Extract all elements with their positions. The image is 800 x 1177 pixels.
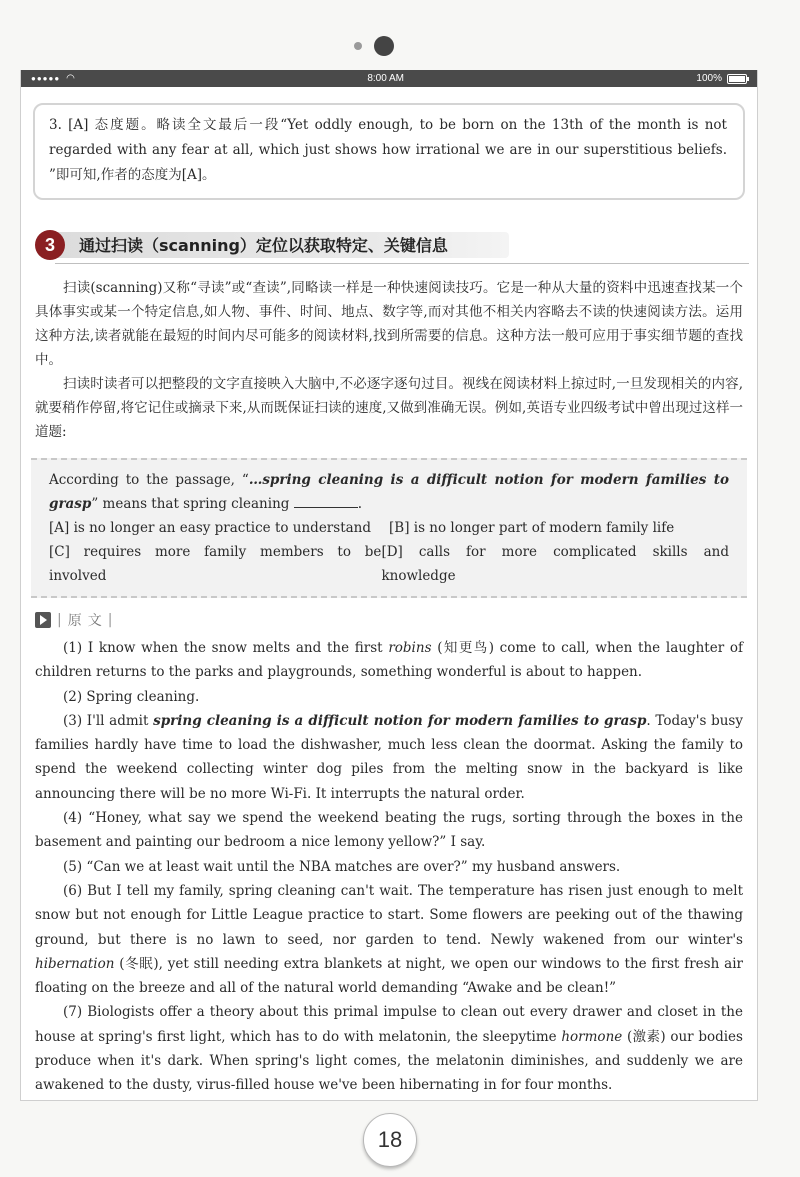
status-bar: [21, 70, 757, 87]
intro-paragraph: 扫读(scanning)又称“寻读”或“查读”,同略读一样是一种快速阅读技巧。它是一种从大量的资料中迅速查找某一个具体事实或某一个特定信息,如人物、事件、时间、地点、数字等,而对其他不相关内容略去不读的快速阅读方法。运用这种方法,读者就能在最短的时间内尽可能多的阅读材料,找到所需要的信息。这种方法一般可应用于事实细节题的查找中。: [35, 280, 743, 368]
section-title: 通过扫读（scanning）定位以获取特定、关键信息: [79, 236, 448, 255]
wifi-icon: ◠: [66, 73, 75, 84]
passage-paragraph: (3) I'll admit spring cleaning is a difficult notion for modern families to grasp. Today's busy families hardly have time to load the dishwasher, much less clean the doormat. Asking the family to spend the weekend collecting winter dog piles from the melting snow in the backyard is like announcing there will be no more Wi-Fi. It interrupts the natural order.: [35, 712, 743, 802]
option-a: [A] is no longer an easy practice to understand: [49, 520, 372, 536]
section-divider: [55, 263, 749, 264]
play-icon: [35, 612, 51, 628]
quoted-phrase: …spring cleaning is a difficult notion for modern families to grasp: [49, 472, 729, 512]
option-b: [B] is no longer part of modern family life: [389, 520, 675, 536]
passage-paragraph: [35, 1098, 743, 1101]
sensor-dot: [354, 42, 362, 50]
answer-blank: [294, 493, 358, 508]
answer-text: 3. [A] 态度题。略读全文最后一段“Yet oddly enough, to be born on the 13th of the month is not regarded with any fear at all, which just shows how irrational we are in our superstitious beliefs. ”即可知,作者的态度为[A]。: [49, 117, 727, 183]
example-question: [31, 458, 747, 598]
intro-text: [21, 276, 757, 444]
option-d: [D] calls for more complicated skills and knowledge: [381, 544, 729, 584]
camera-lens: [374, 36, 394, 56]
section-heading: [35, 228, 757, 262]
original-text-label: | 原 文 |: [35, 610, 757, 630]
passage-paragraph: (2) Spring cleaning.: [63, 688, 200, 705]
tablet-screen: [20, 70, 758, 1101]
battery-percent: 100%: [696, 73, 722, 84]
passage-paragraph: (1) I know when the snow melts and the first robins (知更鸟) come to call, when the laughter of children returns to the parks and playgrounds, something wonderful is about to happen.: [35, 640, 743, 681]
original-passage: [21, 636, 757, 1101]
page-number: 18: [363, 1113, 417, 1167]
signal-icon: ●●●●●: [31, 74, 61, 83]
section-number: 3: [35, 230, 65, 260]
passage-paragraph: (5) “Can we at least wait until the NBA matches are over?” my husband answers.: [63, 858, 621, 875]
battery-icon: [727, 74, 747, 84]
answer-box: [33, 103, 745, 200]
option-c: [C] requires more family members to be involved: [49, 544, 382, 584]
passage-paragraph: (6) But I tell my family, spring cleaning can't wait. The temperature has risen just enough to melt snow but not enough for Little League practice to start. Some flowers are peeking out of the thawing ground, but there is no lawn to seed, nor garden to tend. Newly wakened from our winter's hibernation (冬眠), yet still needing extra blankets at night, we open our windows to the first fresh air floating on the breeze and all of the natural world demanding “Awake and be clean!”: [35, 882, 743, 997]
passage-paragraph: (4) “Honey, what say we spend the weekend beating the rugs, sorting through the boxes in the basement and painting our bedroom a nice lemony yellow?” I say.: [35, 810, 743, 851]
question-stem: According to the passage, “…spring cleaning is a difficult notion for modern families to grasp” means that spring cleaning .: [49, 472, 729, 512]
passage-paragraph: (7) Biologists offer a theory about this primal impulse to clean out every drawer and closet in the house at spring's first light, which has to do with melatonin, the sleepytime hormone (激素) our bodies produce when it's dark. When spring's light comes, the melatonin diminishes, and suddenly we are awakened to the dusty, virus-filled house we've been hibernating in for four months.: [35, 1004, 743, 1094]
status-time: 8:00 AM: [367, 73, 405, 84]
intro-paragraph: 扫读时读者可以把整段的文字直接映入大脑中,不必逐字逐句过目。视线在阅读材料上掠过时,一旦发现相关的内容,就要稍作停留,将它记住或摘录下来,从而既保证扫读的速度,又做到准确无误。例如,英语专业四级考试中曾出现过这样一道题:: [35, 376, 743, 440]
